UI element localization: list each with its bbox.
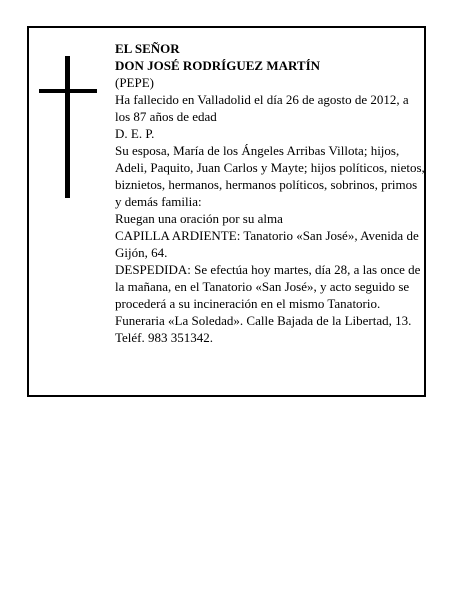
cross-beam [39, 89, 97, 93]
dep-line: D. E. P. [115, 126, 155, 141]
cross-icon [39, 56, 99, 198]
title-line-1: EL SEÑOR [115, 41, 180, 56]
funeral-home-info: Funeraria «La Soledad». Calle Bajada de la Libertad, 13. Teléf. 983 351342. [115, 313, 412, 345]
family-list: Su esposa, María de los Ángeles Arribas Villota; hijos, Adeli, Paquito, Juan Carlos y Mayte; hijos políticos, nietos, biznietos, hermanos, hermanos políticos, sobrinos, primos y demás familia: [115, 143, 425, 209]
nickname: (PEPE) [115, 75, 154, 90]
prayer-request: Ruegan una oración por su alma [115, 211, 283, 226]
chapel-info: CAPILLA ARDIENTE: Tanatorio «San José», Avenida de Gijón, 64. [115, 228, 419, 260]
cross-upright [65, 56, 70, 198]
obituary-notice [27, 26, 426, 397]
farewell-info: DESPEDIDA: Se efectúa hoy martes, día 28, a las once de la mañana, en el Tanatorio «San José», y acto seguido se procederá a su incineración en el mismo Tanatorio. [115, 262, 421, 311]
death-announcement: Ha fallecido en Valladolid el día 26 de agosto de 2012, a los 87 años de edad [115, 92, 409, 124]
notice-text [115, 40, 425, 346]
deceased-name: DON JOSÉ RODRÍGUEZ MARTÍN [115, 58, 321, 73]
